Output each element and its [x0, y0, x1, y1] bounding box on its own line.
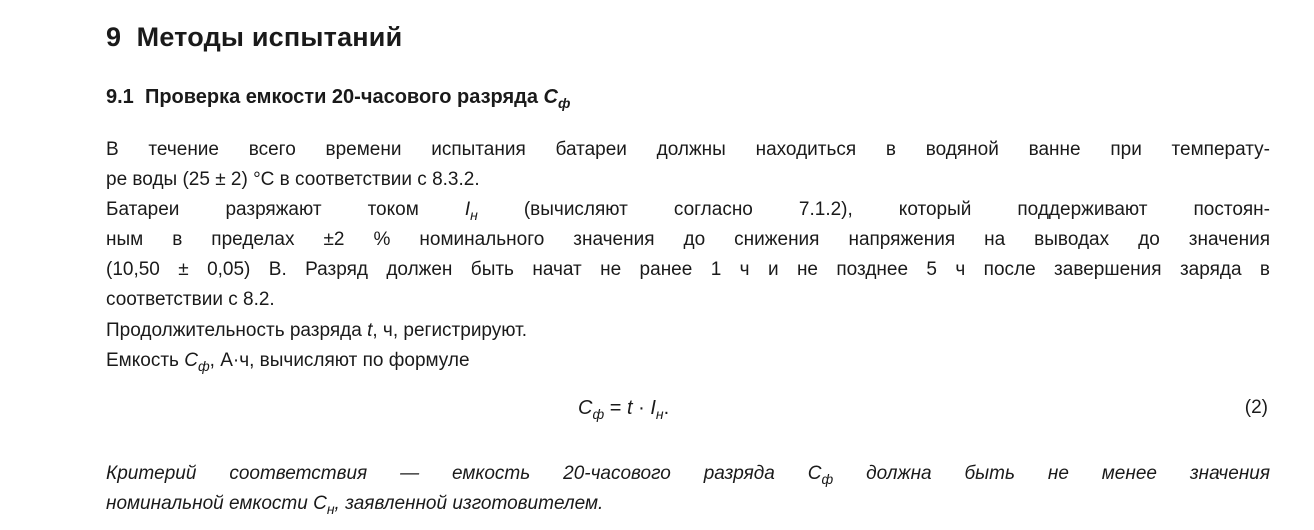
paragraph-line: Продолжительность разряда t, ч, регистрируют. — [106, 320, 527, 341]
paragraph-line: Батареи разряжают током $I_н$ (вычисляют согласно 7.1.2), который поддерживают постоян- — [106, 199, 1270, 223]
subsection-heading — [106, 86, 570, 109]
section-number: 9 — [106, 22, 122, 52]
paragraph-line: номинальной емкости $C_н$, заявленной изготовителем. — [106, 493, 604, 517]
section-heading — [106, 22, 402, 53]
time-symbol: t — [367, 320, 373, 341]
paragraph-criterion — [106, 459, 1270, 519]
criterion-symbol: $C_ф$ — [807, 463, 834, 487]
formula-dot: · — [638, 397, 645, 419]
subsection-symbol: $C_ф$ — [543, 86, 571, 111]
paragraph-line: В течение всего времени испытания батареи должны находиться в водяной ванне при температу- — [106, 139, 1270, 160]
paragraph-line: ным в пределах ±2 % номинального значения до снижения напряжения на выводах до значения — [106, 229, 1270, 250]
paragraph-line: (10,50 ± 0,05) В. Разряд должен быть начат не ранее 1 ч и не позднее 5 ч после завершения заряда в — [106, 259, 1270, 280]
paragraph-water-bath — [106, 135, 1270, 195]
section-title: Методы испытаний — [136, 22, 403, 52]
paragraph-line: соответствии с 8.2. — [106, 289, 275, 310]
paragraph-capacity — [106, 346, 1270, 376]
current-symbol: $I_н$ — [464, 199, 478, 223]
nominal-symbol: $C_н$ — [313, 493, 335, 517]
capacity-symbol: $C_ф$ — [184, 350, 210, 374]
formula-t: t — [626, 397, 633, 419]
subsection-number: 9.1 — [106, 86, 134, 108]
paragraph-line: ре воды (25 ± 2) °С в соответствии с 8.3.2. — [106, 169, 480, 190]
paragraph-line: Емкость $C_ф$, А·ч, вычисляют по формуле — [106, 350, 470, 374]
formula-number: (2) — [1244, 397, 1268, 418]
formula-i: $I_н$ — [650, 397, 664, 422]
paragraph-line: Критерий соответствия — емкость 20-часового разряда $C_ф$ должна быть не менее значения — [106, 463, 1271, 487]
formula-lhs: $C_ф$ — [578, 397, 605, 422]
paragraph-duration — [106, 316, 1270, 346]
formula: $C_ф = t \cdot I_н$. — [578, 397, 670, 422]
paragraph-discharge — [106, 195, 1270, 315]
formula-equals: = — [609, 397, 622, 419]
subsection-title: Проверка емкости 20-часового разряда — [144, 86, 538, 108]
